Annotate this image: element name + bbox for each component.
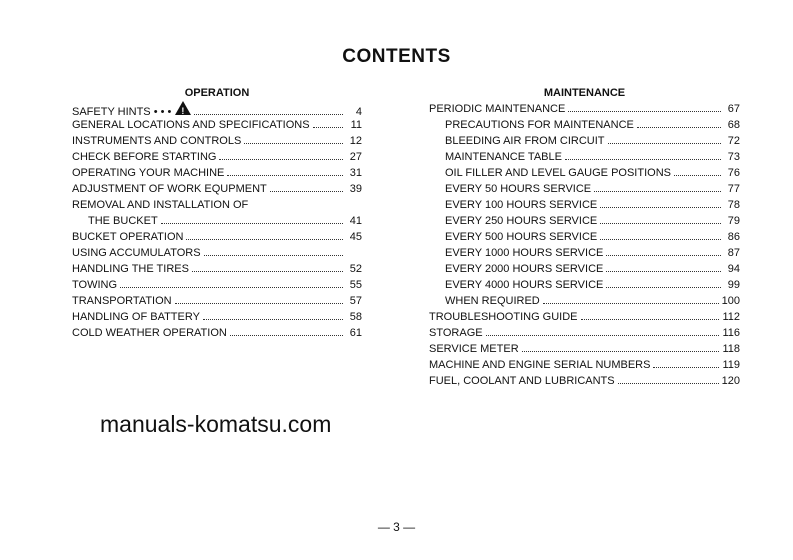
toc-entry-page: 45 [349, 231, 362, 243]
toc-entry-page: 118 [722, 343, 740, 355]
dot-leader [186, 229, 343, 240]
toc-entry-label: ADJUSTMENT OF WORK EQUPMENT [72, 183, 267, 195]
dot-leader [600, 213, 721, 224]
toc-entry[interactable] [72, 245, 362, 261]
dot-leader [606, 261, 721, 272]
toc-entry-page: 100 [721, 295, 740, 307]
toc-entry-label: WHEN REQUIRED [445, 295, 540, 307]
toc-entry-page: 76 [727, 167, 740, 179]
toc-entry-label: OPERATING YOUR MACHINE [72, 167, 225, 179]
dot-leader [120, 277, 343, 288]
toc-entry-label: PERIODIC MAINTENANCE [429, 103, 566, 115]
toc-entry-page: 52 [349, 263, 362, 275]
toc-entry[interactable] [429, 261, 740, 277]
toc-entry[interactable] [72, 309, 362, 325]
toc-entry-label: EVERY 2000 HOURS SERVICE [445, 263, 604, 275]
dot-leader [608, 133, 721, 144]
toc-entry[interactable] [429, 325, 740, 341]
dot-leader [674, 165, 721, 176]
maintenance-entries [429, 101, 740, 389]
dot-leader [244, 133, 343, 144]
toc-entry[interactable] [72, 181, 362, 197]
toc-entry-page: 4 [355, 106, 362, 118]
watermark: manuals-komatsu.com [100, 411, 332, 437]
maintenance-section [429, 85, 740, 389]
warning-triangle-icon [175, 101, 191, 115]
toc-entry-page: 31 [349, 167, 362, 179]
toc-entry[interactable] [72, 101, 362, 117]
toc-entry-label: HANDLING THE TIRES [72, 263, 189, 275]
toc-entry[interactable] [72, 197, 362, 213]
toc-entry[interactable] [72, 213, 362, 229]
dot-leader [581, 309, 720, 320]
toc-entry-page: 86 [727, 231, 740, 243]
toc-entry-page: 58 [349, 311, 362, 323]
toc-entry-page: 12 [349, 135, 362, 147]
toc-entry-page: 72 [727, 135, 740, 147]
toc-entry[interactable] [72, 277, 362, 293]
toc-entry[interactable] [72, 229, 362, 245]
page-title: CONTENTS [342, 46, 451, 67]
toc-entry[interactable] [72, 293, 362, 309]
toc-entry-label: COLD WEATHER OPERATION [72, 327, 227, 339]
toc-entry[interactable] [429, 229, 740, 245]
toc-entry-label: TRANSPORTATION [72, 295, 172, 307]
toc-entry[interactable] [429, 165, 740, 181]
toc-entry-page: 55 [349, 279, 362, 291]
dot-leader [313, 117, 343, 128]
dot-leader [192, 261, 343, 272]
toc-entry-page: 87 [727, 247, 740, 259]
dot-leader [522, 341, 720, 352]
toc-entry-label: REMOVAL AND INSTALLATION OF [72, 199, 249, 211]
toc-entry-page: 61 [349, 327, 362, 339]
page-number: — 3 — [377, 520, 416, 534]
toc-entry-page: 79 [727, 215, 740, 227]
toc-entry-page: 116 [722, 327, 740, 339]
toc-entry-page: 68 [727, 119, 740, 131]
dot-leader [227, 165, 343, 176]
dot-leader [594, 181, 721, 192]
dot-leader [219, 149, 343, 160]
toc-entry-page: 112 [722, 311, 740, 323]
toc-entry[interactable] [429, 309, 740, 325]
toc-entry[interactable] [429, 149, 740, 165]
toc-entry[interactable] [72, 117, 362, 133]
section-heading: OPERATION [184, 87, 250, 99]
toc-entry-page: 57 [349, 295, 362, 307]
dot-leader [543, 293, 719, 304]
toc-entry[interactable] [72, 325, 362, 341]
dot-leader [606, 245, 721, 256]
dot-leader [600, 197, 721, 208]
toc-entry-label: EVERY 1000 HOURS SERVICE [445, 247, 604, 259]
dot-leader [568, 101, 721, 112]
toc-entry-page: 119 [722, 359, 740, 371]
toc-entry[interactable] [429, 357, 740, 373]
toc-entry-label: USING ACCUMULATORS [72, 247, 201, 259]
toc-entry-label: EVERY 250 HOURS SERVICE [445, 215, 598, 227]
toc-entry-page: 27 [349, 151, 362, 163]
toc-entry-page: 11 [350, 119, 362, 131]
toc-entry[interactable] [72, 133, 362, 149]
toc-entry[interactable] [429, 181, 740, 197]
dot-leader [637, 117, 721, 128]
dot-leader [618, 373, 719, 384]
toc-entry-label: SERVICE METER [429, 343, 519, 355]
dot-leader [270, 181, 343, 192]
toc-entry-page: 39 [349, 183, 362, 195]
toc-entry-label: EVERY 50 HOURS SERVICE [445, 183, 592, 195]
toc-entry[interactable] [72, 261, 362, 277]
toc-entry-label: CHECK BEFORE STARTING [72, 151, 217, 163]
toc-entry-page: 94 [727, 263, 740, 275]
toc-entry-label: MACHINE AND ENGINE SERIAL NUMBERS [429, 359, 651, 371]
dot-leader [161, 213, 343, 224]
section-heading: MAINTENANCE [543, 87, 626, 99]
toc-entry-label: THE BUCKET [88, 215, 158, 227]
toc-entry[interactable] [429, 117, 740, 133]
toc-entry-page: 99 [727, 279, 740, 291]
dot-leader [606, 277, 721, 288]
toc-entry[interactable] [429, 245, 740, 261]
toc-entry-label: EVERY 500 HOURS SERVICE [445, 231, 598, 243]
toc-entry-page: 78 [727, 199, 740, 211]
toc-entry-label: STORAGE [429, 327, 483, 339]
dot-leader [203, 309, 343, 320]
dot-leader [194, 104, 343, 115]
toc-entry-page: 67 [727, 103, 740, 115]
toc-entry[interactable] [429, 341, 740, 357]
toc-entry[interactable] [72, 149, 362, 165]
toc-entry-page: 77 [727, 183, 740, 195]
toc-entry-label: BLEEDING AIR FROM CIRCUIT [445, 135, 605, 147]
toc-entry-label: GENERAL LOCATIONS AND SPECIFICATIONS [72, 119, 310, 131]
toc-entry-page: 73 [727, 151, 740, 163]
dot-leader [230, 325, 343, 336]
toc-entry[interactable] [429, 293, 740, 309]
toc-entry-label: PRECAUTIONS FOR MAINTENANCE [445, 119, 634, 131]
toc-entry[interactable] [429, 213, 740, 229]
toc-entry-label: SAFETY HINTS • • • [72, 106, 172, 118]
dot-leader [653, 357, 719, 368]
toc-entry-label: OIL FILLER AND LEVEL GAUGE POSITIONS [445, 167, 671, 179]
toc-entry[interactable] [429, 277, 740, 293]
dot-leader [600, 229, 721, 240]
toc-entry-label: INSTRUMENTS AND CONTROLS [72, 135, 242, 147]
dot-leader [175, 293, 343, 304]
dot-leader [204, 245, 343, 256]
dot-leader [486, 325, 720, 336]
toc-entry[interactable] [429, 101, 740, 117]
toc-entry-page: 41 [349, 215, 362, 227]
toc-entry-label: MAINTENANCE TABLE [445, 151, 562, 163]
toc-entry-label: TOWING [72, 279, 118, 291]
toc-entry-label: EVERY 4000 HOURS SERVICE [445, 279, 604, 291]
operation-entries [72, 101, 362, 341]
toc-entry-label: BUCKET OPERATION [72, 231, 184, 243]
toc-entry[interactable] [429, 373, 740, 389]
operation-section [72, 85, 362, 341]
toc-entry[interactable] [429, 197, 740, 213]
toc-entry-label: EVERY 100 HOURS SERVICE [445, 199, 598, 211]
toc-entry[interactable] [72, 165, 362, 181]
toc-entry-label: HANDLING OF BATTERY [72, 311, 200, 323]
dot-leader [565, 149, 721, 160]
toc-entry-page: 120 [721, 375, 740, 387]
toc-entry-label: TROUBLESHOOTING GUIDE [429, 311, 578, 323]
toc-entry-label: FUEL, COOLANT AND LUBRICANTS [429, 375, 615, 387]
toc-entry[interactable] [429, 133, 740, 149]
